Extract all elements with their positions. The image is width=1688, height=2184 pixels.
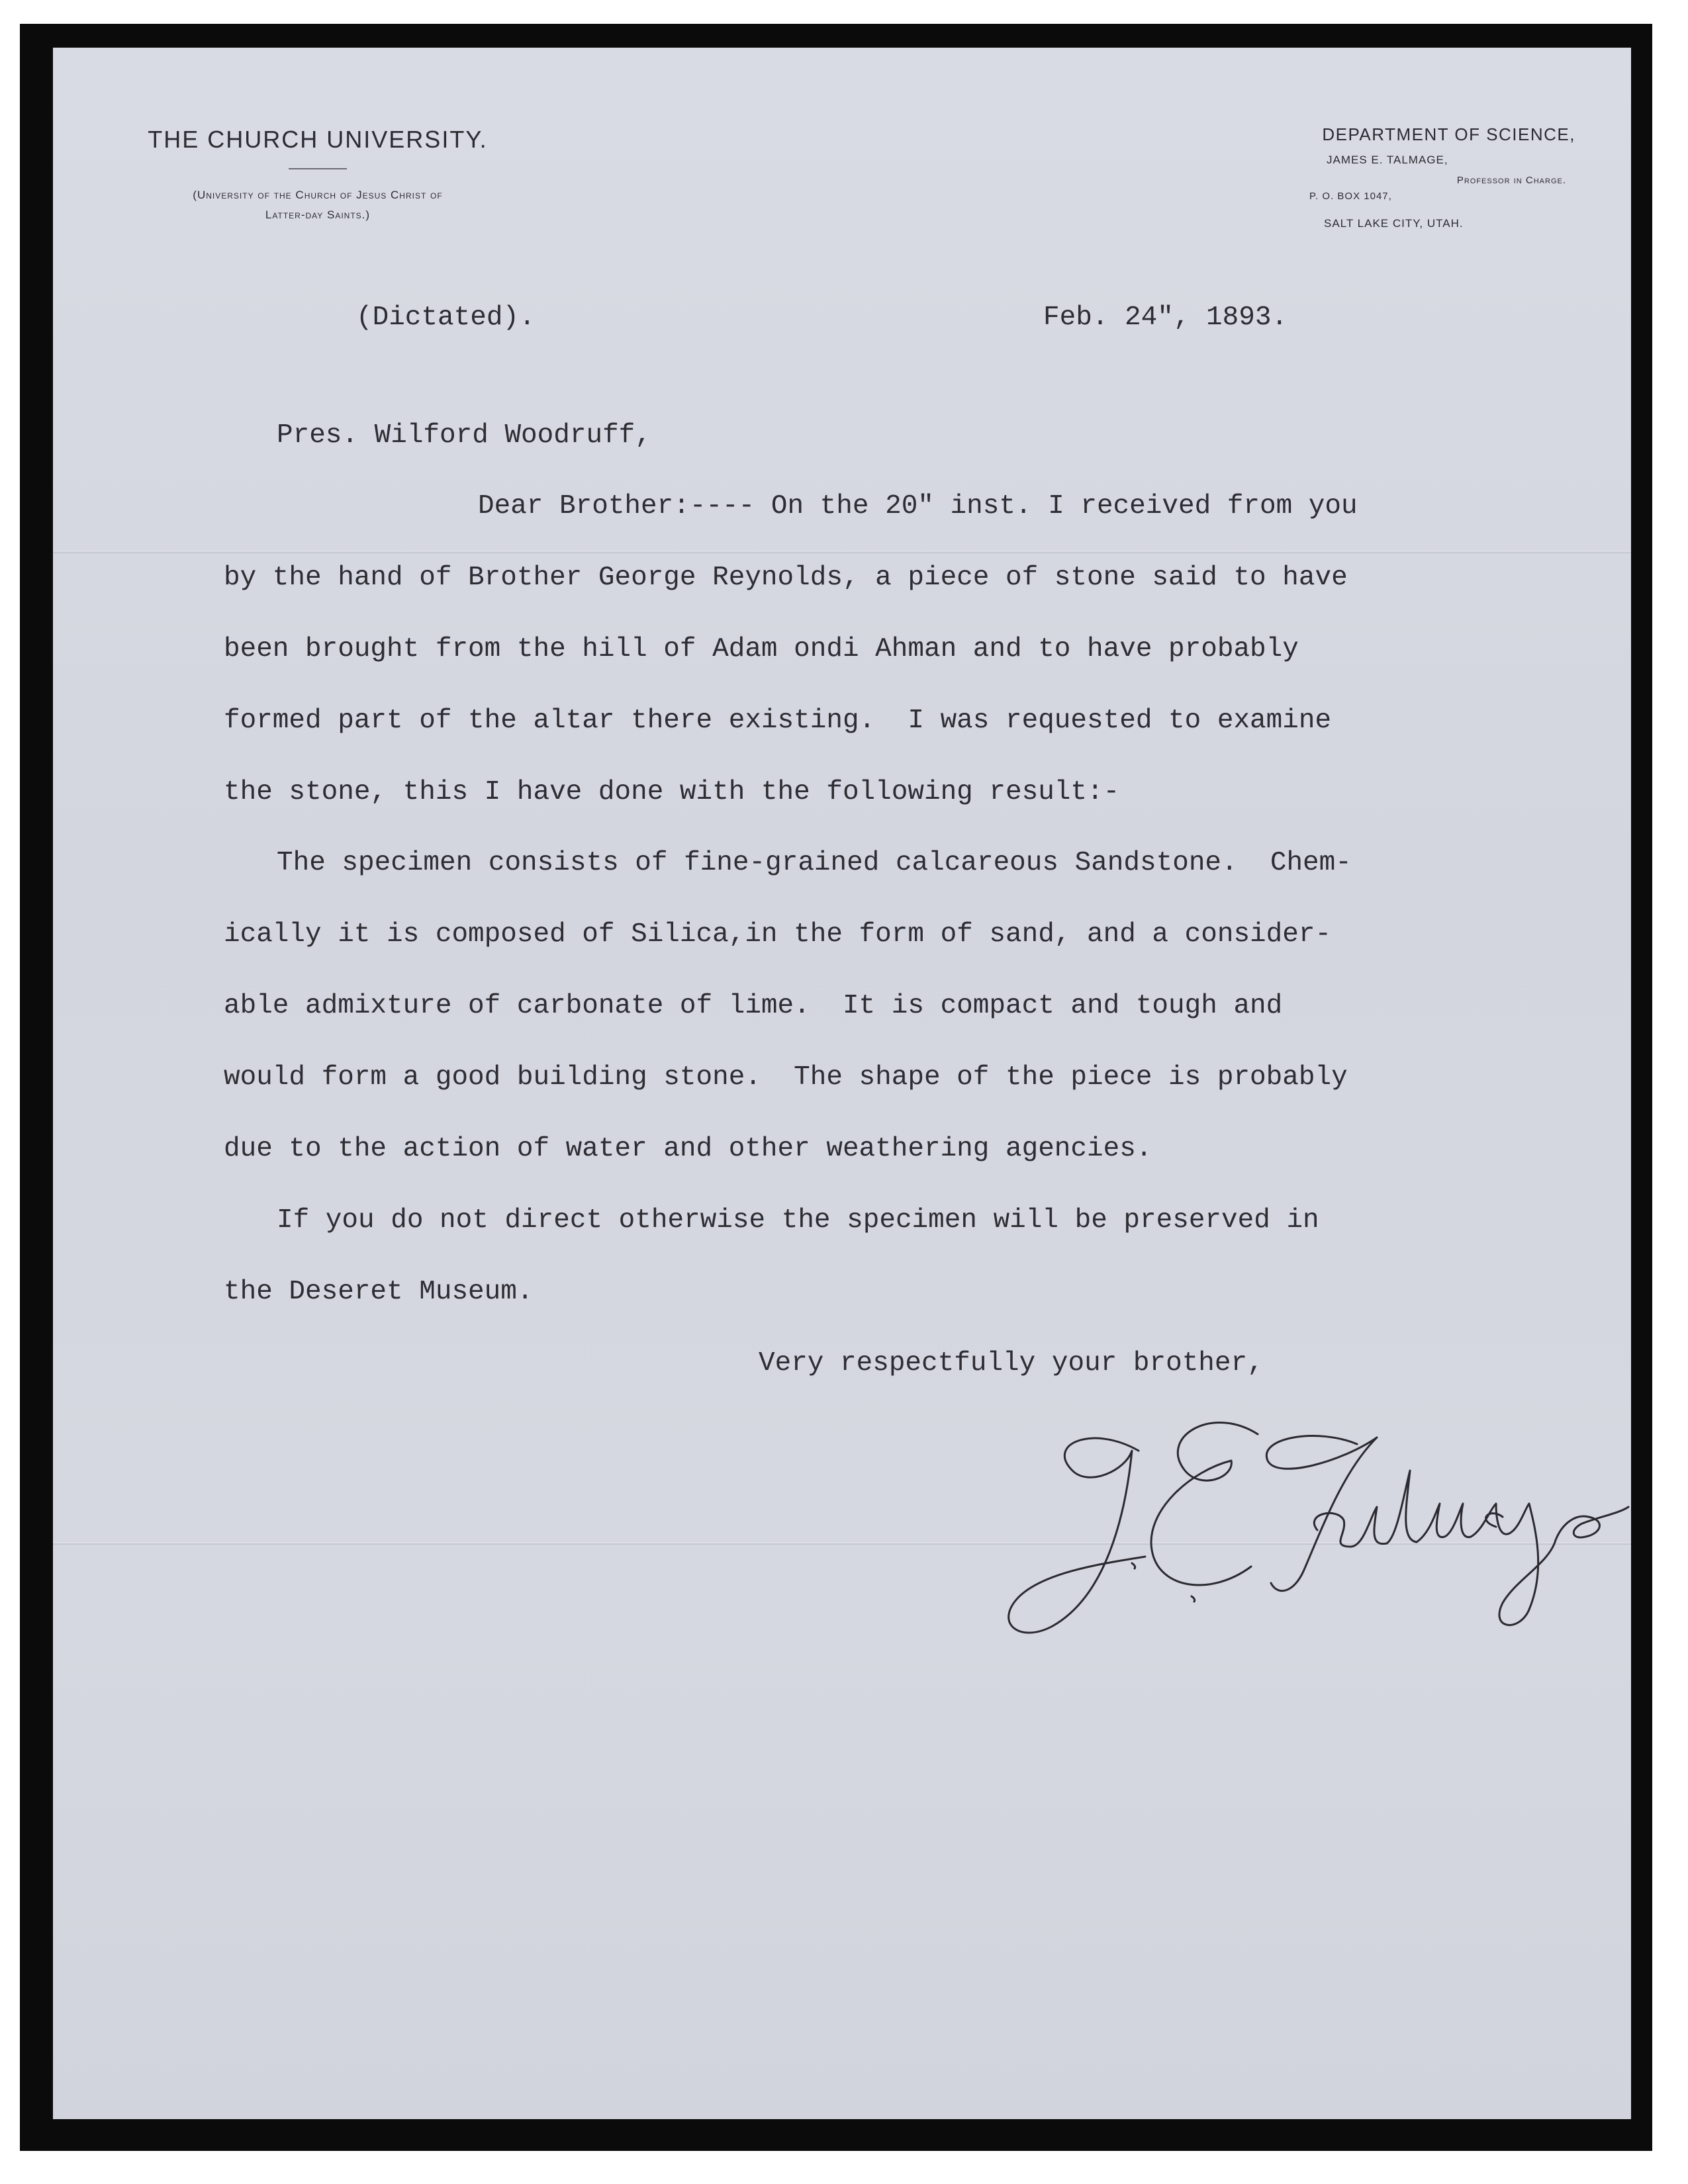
letter-date: Feb. 24", 1893. [1043, 302, 1288, 333]
body-line: Dear Brother:---- On the 20" inst. I received from you [478, 491, 1358, 522]
letterhead-left [119, 126, 516, 225]
institution-title: THE CHURCH UNIVERSITY. [148, 126, 488, 153]
closing: Very respectfully your brother, [759, 1348, 1264, 1379]
body-line: If you do not direct otherwise the specimen will be preserved in [277, 1205, 1319, 1236]
professor-name: JAMES E. TALMAGE, [1327, 154, 1448, 166]
institution-subtitle-line2: Latter-day Saints.) [265, 208, 371, 221]
addressee: Pres. Wilford Woodruff, [277, 420, 651, 451]
city-address: SALT LAKE CITY, UTAH. [1324, 217, 1464, 230]
body-line: formed part of the altar there existing. I was requested to examine [224, 705, 1332, 736]
body-line: ically it is composed of Silica,in the form of sand, and a consider- [224, 919, 1332, 950]
body-line: by the hand of Brother George Reynolds, a piece of stone said to have [224, 563, 1348, 593]
body-line: The specimen consists of fine-grained calcareous Sandstone. Chem- [277, 848, 1352, 878]
signature-image [973, 1398, 1631, 1676]
body-line: due to the action of water and other weathering agencies. [224, 1134, 1152, 1164]
body-line: the Deseret Museum. [224, 1277, 534, 1307]
paper-fold-upper [53, 551, 1631, 553]
body-line: been brought from the hill of Adam ondi Ahman and to have probably [224, 634, 1299, 664]
letterhead-rule [289, 168, 347, 169]
body-line: able admixture of carbonate of lime. It is compact and tough and [224, 991, 1283, 1021]
department-name: DEPARTMENT OF SCIENCE, [1322, 124, 1575, 144]
professor-title: Professor in Charge. [1456, 175, 1566, 186]
body-line: the stone, this I have done with the following result:- [224, 777, 1120, 807]
body-line: would form a good building stone. The shape of the piece is probably [224, 1062, 1348, 1093]
letter-paper [53, 48, 1631, 2119]
po-box: P. O. BOX 1047, [1309, 191, 1392, 202]
institution-subtitle-line1: (University of the Church of Jesus Christ of [193, 189, 443, 201]
dictated-note: (Dictated). [356, 302, 536, 333]
